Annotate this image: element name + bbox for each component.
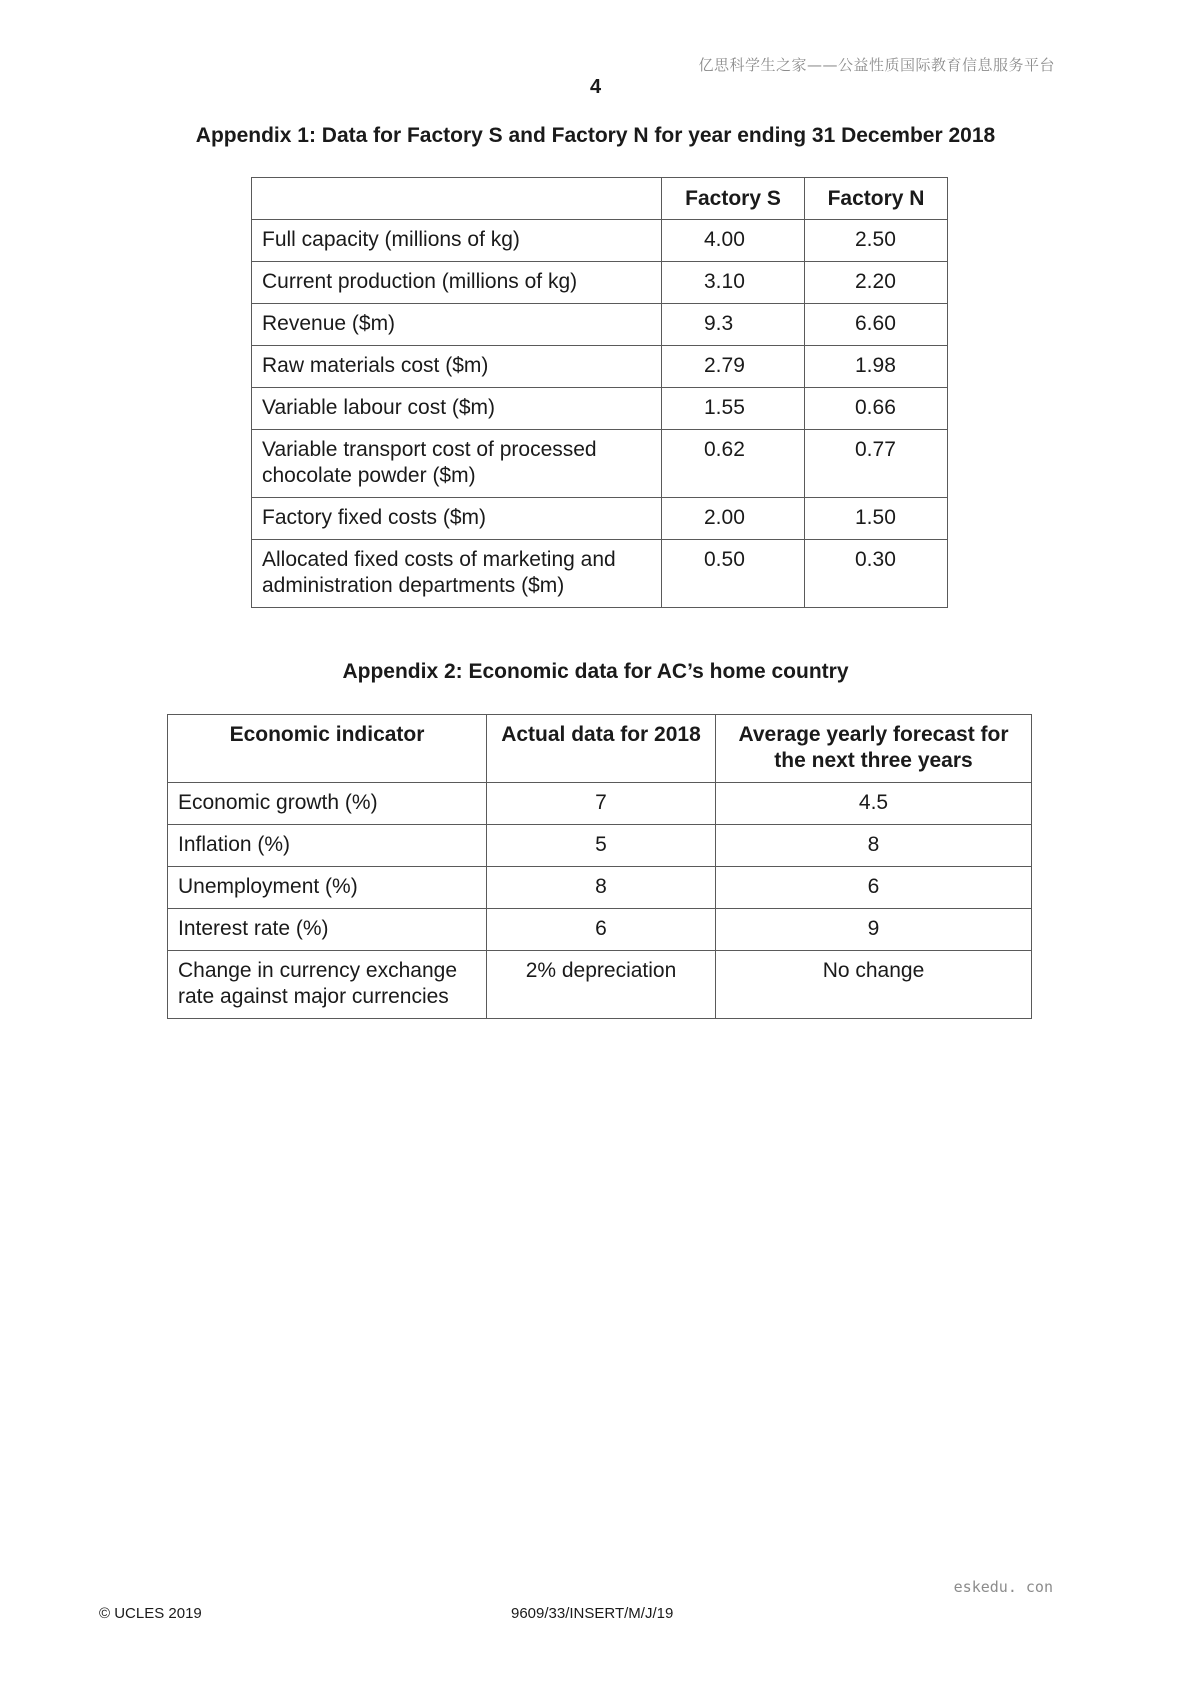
factory-s-value: 0.62: [662, 430, 805, 498]
factory-n-value: 0.30: [805, 540, 948, 608]
table-row: [252, 220, 948, 262]
table-row: [168, 951, 1032, 1019]
table-row: [252, 498, 948, 540]
factory-s-value: 1.55: [662, 388, 805, 430]
appendix-2-title: Appendix 2: Economic data for AC’s home country: [342, 660, 849, 683]
indicator-label: Change in currency exchange rate against major currencies: [168, 951, 487, 1019]
row-label: Full capacity (millions of kg): [252, 220, 662, 262]
page-number: 4: [589, 76, 602, 98]
table-row: [168, 825, 1032, 867]
factory-n-value: 1.98: [805, 346, 948, 388]
factory-s-value: 2.00: [662, 498, 805, 540]
factory-s-value: 2.79: [662, 346, 805, 388]
factory-n-value: 0.66: [805, 388, 948, 430]
factory-s-value: 0.50: [662, 540, 805, 608]
actual-value: 6: [487, 909, 716, 951]
row-label: Variable labour cost ($m): [252, 388, 662, 430]
forecast-value: 9: [716, 909, 1032, 951]
actual-value: 7: [487, 783, 716, 825]
actual-value: 2% depreciation: [487, 951, 716, 1019]
actual-value: 5: [487, 825, 716, 867]
factory-n-value: 6.60: [805, 304, 948, 346]
table-header-row: [168, 715, 1032, 783]
indicator-label: Interest rate (%): [168, 909, 487, 951]
table-row: [252, 388, 948, 430]
factory-s-value: 3.10: [662, 262, 805, 304]
row-label: Current production (millions of kg): [252, 262, 662, 304]
appendix-1-title: Appendix 1: Data for Factory S and Factory N for year ending 31 December 2018: [195, 124, 996, 147]
row-label: Variable transport cost of processed chocolate powder ($m): [252, 430, 662, 498]
table-row: [252, 262, 948, 304]
factory-n-value: 1.50: [805, 498, 948, 540]
footer-copyright: © UCLES 2019: [99, 1605, 202, 1622]
table-row: [252, 304, 948, 346]
row-label: Factory fixed costs ($m): [252, 498, 662, 540]
column-header-blank: [252, 178, 662, 220]
indicator-label: Inflation (%): [168, 825, 487, 867]
row-label: Raw materials cost ($m): [252, 346, 662, 388]
table-row: [252, 346, 948, 388]
table-row: [168, 783, 1032, 825]
indicator-label: Economic growth (%): [168, 783, 487, 825]
footer-paper-code: 9609/33/INSERT/M/J/19: [511, 1605, 674, 1622]
column-header-factory-s: Factory S: [662, 178, 805, 220]
table-row: [252, 430, 948, 498]
table-header-row: [252, 178, 948, 220]
table-row: [168, 909, 1032, 951]
indicator-label: Unemployment (%): [168, 867, 487, 909]
table-row: [168, 867, 1032, 909]
column-header-forecast: Average yearly forecast for the next three years: [716, 715, 1032, 783]
forecast-value: No change: [716, 951, 1032, 1019]
actual-value: 8: [487, 867, 716, 909]
table-row: [252, 540, 948, 608]
forecast-value: 4.5: [716, 783, 1032, 825]
factory-s-value: 4.00: [662, 220, 805, 262]
column-header-indicator: Economic indicator: [168, 715, 487, 783]
factory-n-value: 0.77: [805, 430, 948, 498]
watermark-footer: eskedu. con: [953, 1578, 1053, 1596]
column-header-actual: Actual data for 2018: [487, 715, 716, 783]
forecast-value: 8: [716, 825, 1032, 867]
factory-n-value: 2.20: [805, 262, 948, 304]
watermark-header: 亿思科学生之家——公益性质国际教育信息服务平台: [698, 56, 1055, 74]
row-label: Revenue ($m): [252, 304, 662, 346]
factory-n-value: 2.50: [805, 220, 948, 262]
row-label: Allocated fixed costs of marketing and administration departments ($m): [252, 540, 662, 608]
economic-data-table: [167, 714, 1032, 1019]
forecast-value: 6: [716, 867, 1032, 909]
factory-s-value: 9.3: [662, 304, 805, 346]
column-header-factory-n: Factory N: [805, 178, 948, 220]
factory-data-table: [251, 177, 948, 608]
